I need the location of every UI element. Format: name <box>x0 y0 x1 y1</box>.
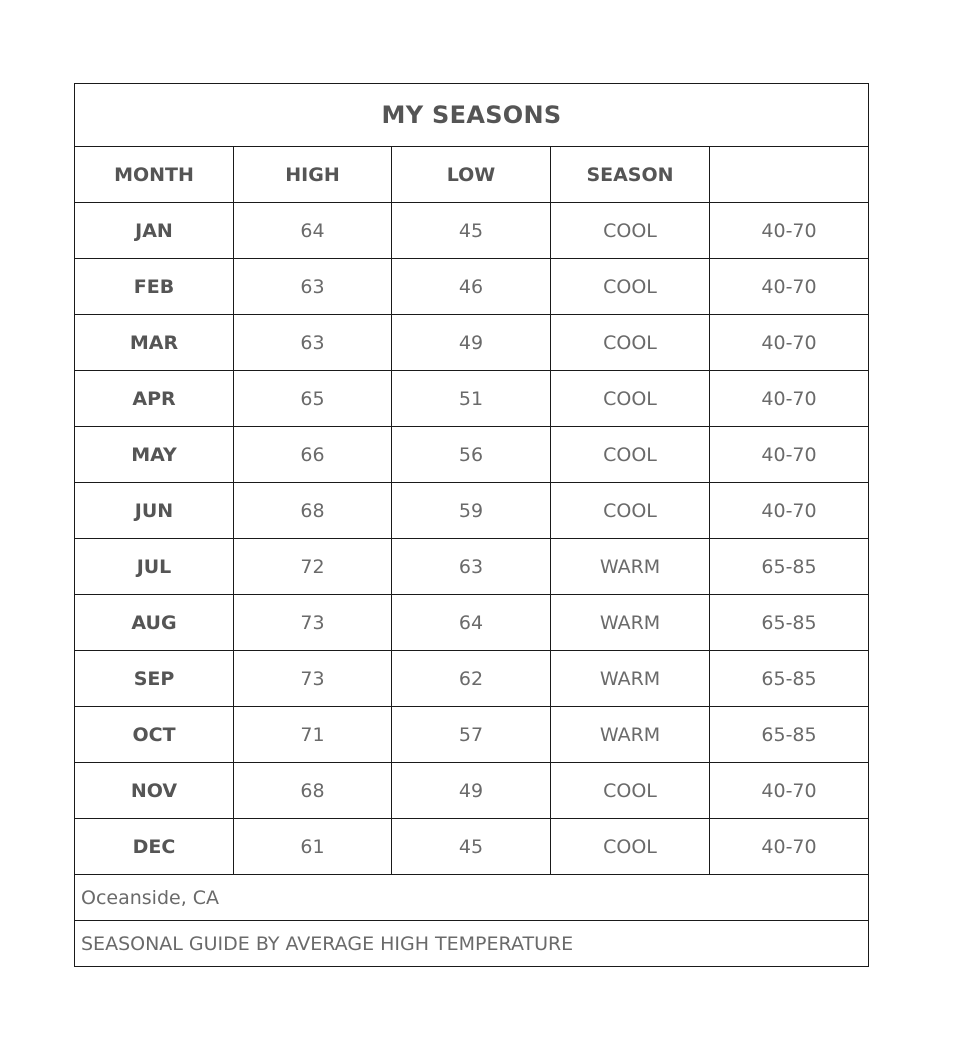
cell-low: 45 <box>392 819 551 875</box>
cell-low: 45 <box>392 203 551 259</box>
cell-month: MAY <box>75 427 234 483</box>
cell-low: 62 <box>392 651 551 707</box>
table-row <box>75 371 869 427</box>
cell-month: NOV <box>75 763 234 819</box>
cell-season: COOL <box>551 371 710 427</box>
cell-low: 59 <box>392 483 551 539</box>
cell-low: 51 <box>392 371 551 427</box>
cell-month: AUG <box>75 595 234 651</box>
cell-month: JUL <box>75 539 234 595</box>
cell-high: 71 <box>234 707 392 763</box>
cell-month: APR <box>75 371 234 427</box>
cell-high: 63 <box>234 259 392 315</box>
cell-high: 73 <box>234 595 392 651</box>
cell-high: 72 <box>234 539 392 595</box>
cell-range: 40-70 <box>710 427 869 483</box>
cell-season: WARM <box>551 651 710 707</box>
table-row <box>75 315 869 371</box>
header-season: SEASON <box>551 147 710 203</box>
table-row <box>75 203 869 259</box>
cell-range: 65-85 <box>710 651 869 707</box>
cell-month: FEB <box>75 259 234 315</box>
cell-high: 68 <box>234 483 392 539</box>
table-body <box>75 203 869 875</box>
cell-month: MAR <box>75 315 234 371</box>
cell-month: DEC <box>75 819 234 875</box>
cell-range: 40-70 <box>710 259 869 315</box>
header-month: MONTH <box>75 147 234 203</box>
cell-high: 61 <box>234 819 392 875</box>
table-title: MY SEASONS <box>75 84 869 147</box>
cell-season: COOL <box>551 315 710 371</box>
cell-season: WARM <box>551 707 710 763</box>
cell-range: 40-70 <box>710 203 869 259</box>
cell-low: 49 <box>392 315 551 371</box>
cell-season: COOL <box>551 483 710 539</box>
cell-low: 64 <box>392 595 551 651</box>
table-row <box>75 763 869 819</box>
cell-high: 64 <box>234 203 392 259</box>
cell-range: 40-70 <box>710 819 869 875</box>
cell-season: COOL <box>551 763 710 819</box>
cell-season: COOL <box>551 203 710 259</box>
seasons-table <box>74 83 869 967</box>
table-row <box>75 259 869 315</box>
cell-low: 49 <box>392 763 551 819</box>
header-range <box>710 147 869 203</box>
cell-month: JAN <box>75 203 234 259</box>
cell-season: WARM <box>551 595 710 651</box>
header-high: HIGH <box>234 147 392 203</box>
cell-range: 40-70 <box>710 483 869 539</box>
table-row <box>75 819 869 875</box>
table-row <box>75 707 869 763</box>
cell-range: 40-70 <box>710 371 869 427</box>
cell-high: 63 <box>234 315 392 371</box>
header-low: LOW <box>392 147 551 203</box>
cell-range: 65-85 <box>710 539 869 595</box>
cell-high: 68 <box>234 763 392 819</box>
cell-low: 46 <box>392 259 551 315</box>
cell-month: OCT <box>75 707 234 763</box>
cell-range: 40-70 <box>710 315 869 371</box>
table-row <box>75 539 869 595</box>
cell-low: 63 <box>392 539 551 595</box>
cell-month: SEP <box>75 651 234 707</box>
guide-footnote: SEASONAL GUIDE BY AVERAGE HIGH TEMPERATURE <box>75 921 869 967</box>
cell-low: 57 <box>392 707 551 763</box>
cell-high: 66 <box>234 427 392 483</box>
cell-range: 40-70 <box>710 763 869 819</box>
table-row <box>75 427 869 483</box>
cell-low: 56 <box>392 427 551 483</box>
cell-season: COOL <box>551 259 710 315</box>
table-row <box>75 651 869 707</box>
cell-season: COOL <box>551 427 710 483</box>
cell-month: JUN <box>75 483 234 539</box>
cell-season: COOL <box>551 819 710 875</box>
table-row <box>75 483 869 539</box>
cell-range: 65-85 <box>710 595 869 651</box>
table-row <box>75 595 869 651</box>
cell-high: 65 <box>234 371 392 427</box>
cell-range: 65-85 <box>710 707 869 763</box>
cell-high: 73 <box>234 651 392 707</box>
cell-season: WARM <box>551 539 710 595</box>
location-note: Oceanside, CA <box>75 875 869 921</box>
